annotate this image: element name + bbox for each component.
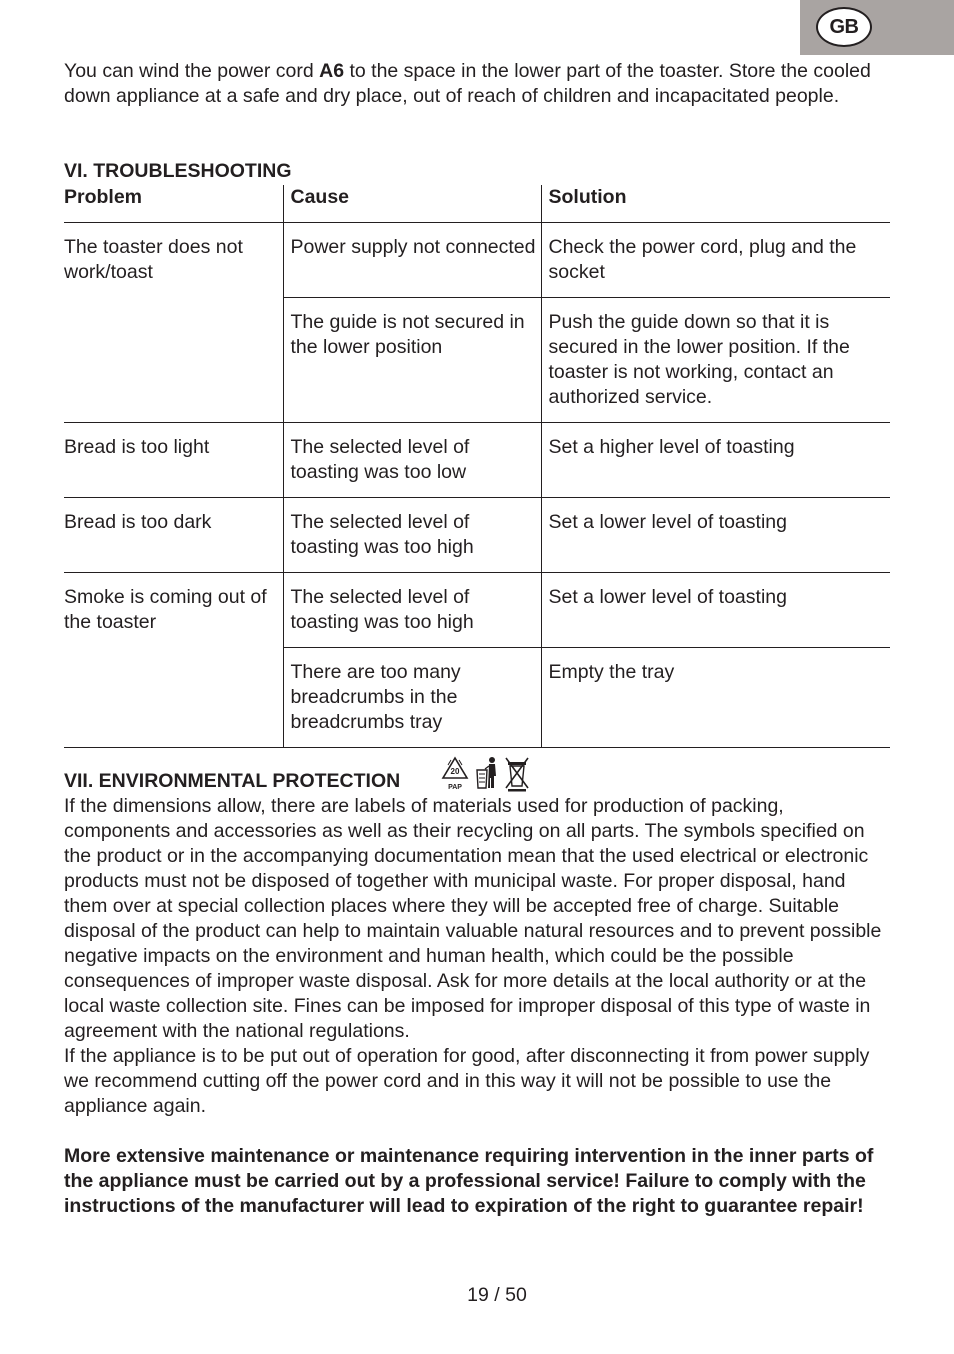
problem-cell: Smoke is coming out of the toaster xyxy=(64,586,267,633)
cause-cell: There are too many breadcrumbs in the breadcrumbs tray xyxy=(283,648,541,748)
storage-paragraph xyxy=(64,59,890,109)
solution-cell: Set a lower level of toasting xyxy=(541,498,890,573)
cause-cell: Power supply not connected xyxy=(283,223,541,298)
problem-cell: Bread is too light xyxy=(64,423,283,498)
solution-cell: Set a lower level of toasting xyxy=(541,573,890,648)
solution-cell: Empty the tray xyxy=(541,648,890,748)
table-row xyxy=(64,298,890,423)
cause-cell: The selected level of toasting was too high xyxy=(283,498,541,573)
recycle-material: PAP xyxy=(448,784,462,791)
troubleshooting-heading: VI. TROUBLESHOOTING xyxy=(64,160,292,182)
table-row xyxy=(64,223,890,298)
problem-cell: The toaster does not work/toast xyxy=(64,236,243,283)
header-problem: Problem xyxy=(64,185,283,223)
recycle-code: 20 xyxy=(450,767,460,776)
environment-paragraph-2: If the appliance is to be put out of operation for good, after disconnecting it from power supply we recommend cutting off the power cord and in this way it will not be possible to use the appliance again. xyxy=(64,1045,870,1117)
cause-cell: The selected level of toasting was too low xyxy=(283,423,541,498)
problem-cell xyxy=(64,648,283,748)
troubleshooting-table xyxy=(64,185,890,748)
paper-recycling-icon xyxy=(440,756,470,792)
environment-heading: VII. ENVIRONMENTAL PROTECTION xyxy=(64,770,401,792)
crossed-bin-icon xyxy=(504,756,530,792)
table-row xyxy=(64,648,890,748)
language-badge: GB xyxy=(816,7,872,47)
storage-text-start: You can wind the power cord xyxy=(64,60,320,82)
tidy-man-icon xyxy=(474,756,500,792)
part-reference: A6 xyxy=(319,60,345,82)
table-row xyxy=(64,498,890,573)
table-row xyxy=(64,573,890,648)
problem-cell: Bread is too dark xyxy=(64,498,283,573)
header-cause: Cause xyxy=(283,185,541,223)
problem-cell xyxy=(64,298,283,423)
table-row xyxy=(64,423,890,498)
cause-cell: The guide is not secured in the lower position xyxy=(283,298,541,423)
solution-cell: Push the guide down so that it is secured in the lower position. If the toaster is not working, contact an authorized service. xyxy=(541,298,890,423)
language-tab xyxy=(800,0,954,55)
header-solution: Solution xyxy=(541,185,890,223)
solution-cell: Check the power cord, plug and the socket xyxy=(541,223,890,298)
cause-cell: The selected level of toasting was too high xyxy=(283,573,541,648)
table-header-row xyxy=(64,185,890,223)
environment-icons xyxy=(440,756,530,792)
maintenance-warning: More extensive maintenance or maintenance requiring intervention in the inner parts of the appliance must be carried out by a professional service! Failure to comply with the instructions of the manufacturer will lead to expiration of the right to guarantee repair! xyxy=(64,1145,874,1217)
storage-text-end: to the space in the lower part of the toaster. Store the cooled down appliance at a safe and dry place, out of reach of children and incapacitated people. xyxy=(64,60,871,107)
solution-cell: Set a higher level of toasting xyxy=(541,423,890,498)
environment-paragraph-1: If the dimensions allow, there are labels of materials used for production of packing, components and accessories as well as their recycling on all parts. The symbols specified on the product or in the accompanying documentation mean that the used electrical or electronic products must not be disposed of together with municipal waste. For proper disposal, hand them over at special collection places where they will be accepted free of charge. Suitable disposal of the product can help to maintain valuable natural resources and to prevent possible negative impacts on the environment and human health, which could be the possible consequences of improper waste disposal. Ask for more details at the local authority or at the local waste collection site. Fines can be imposed for improper disposal of this type of waste in agreement with the national regulations. xyxy=(64,795,882,1042)
page-number: 19 / 50 xyxy=(467,1284,527,1306)
